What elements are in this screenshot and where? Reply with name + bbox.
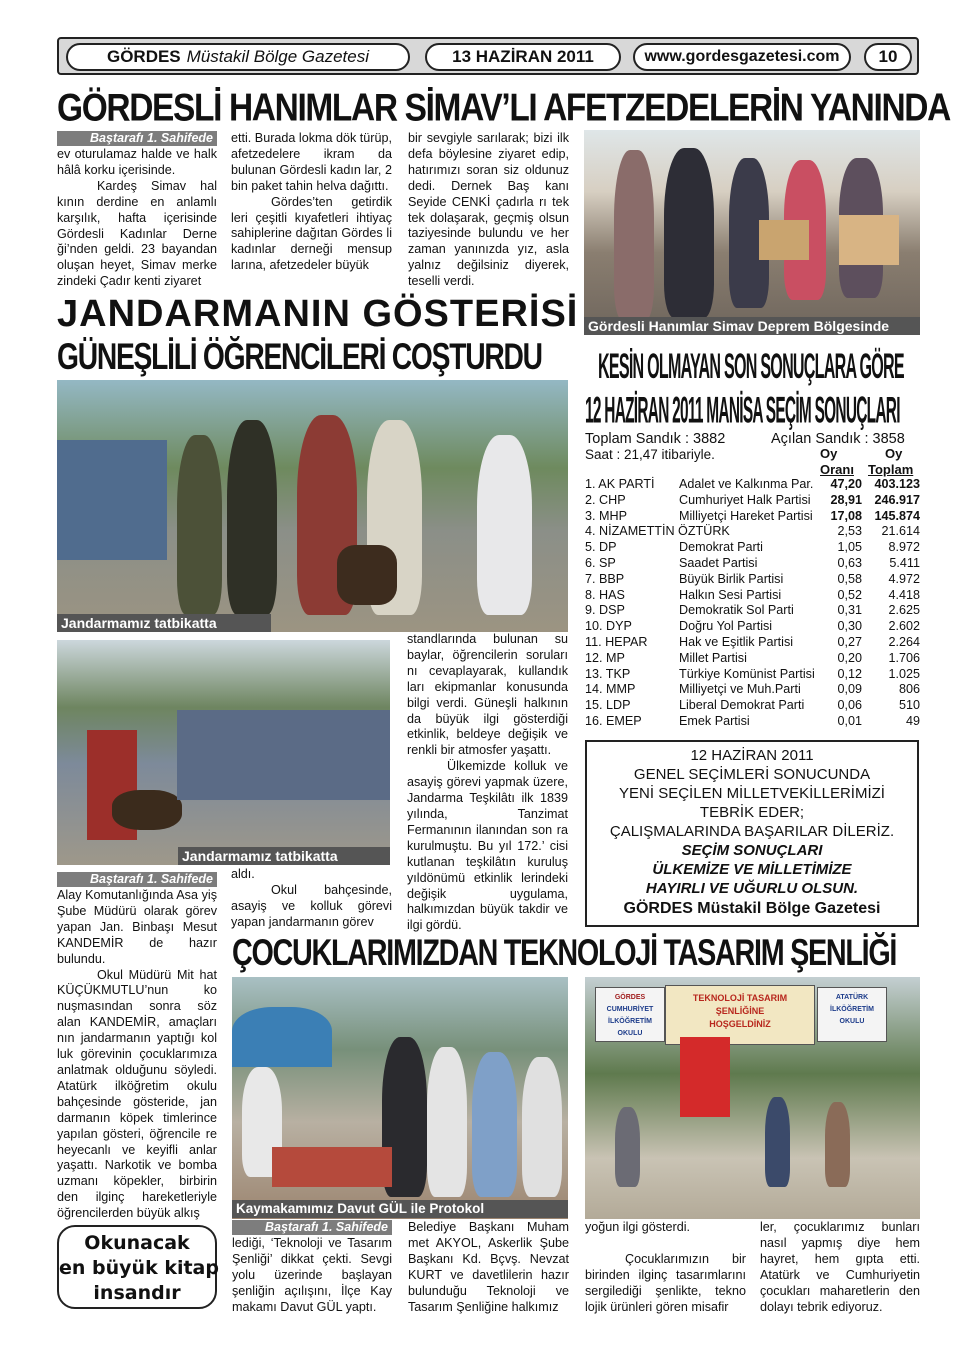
results-party-code: 8. HAS: [585, 587, 625, 602]
results-col-total-2: Toplam: [868, 462, 914, 477]
story2-col-left: [57, 872, 217, 1222]
results-row: [585, 682, 920, 698]
results-row: [585, 477, 920, 493]
results-row: [585, 635, 920, 651]
results-row: [585, 524, 920, 540]
results-vote-total: 49: [905, 714, 920, 728]
results-party-name: Liberal Demokrat Parti: [679, 698, 805, 713]
results-opened: Açılan Sandık : 3858: [771, 431, 905, 447]
congrats-line8: HAYIRLI VE UĞURLU OLSUN.: [645, 880, 859, 897]
quote-line1: Okunacak: [84, 1232, 190, 1254]
story2-col-right: [407, 632, 568, 934]
results-row: [585, 603, 920, 619]
story1-col2: [231, 131, 392, 274]
results-party-code: 2. CHP: [585, 492, 626, 507]
results-headline2: 12 HAZİRAN 2011 MANİSA SEÇİM SONUÇLARI: [585, 389, 900, 431]
story1-col2-text: etti. Burada lokma dök türüp, afetzedelere ikram da bulunan Gördesli kadın lar, 2 bin paket tahin helva dağıttı.: [231, 131, 393, 193]
results-party-name: Emek Partisi: [679, 714, 750, 728]
results-row: [585, 572, 920, 588]
results-party-name: Demokrat Parti: [679, 540, 763, 555]
story3-col1-text: lediği, ‘Teknoloji ve Tasarım Şenliği’ dikkat çekti. Sevgi yolu üzerinde başlayan şenliğin açılışını, İlçe Kay makamı Davut GÜL yaptı.: [232, 1236, 392, 1314]
masthead-paper-name: [66, 43, 410, 71]
story2-headline2: GÜNEŞLİLİ ÖĞRENCİLERİ COŞTURDU: [57, 336, 542, 378]
story3-kicker: Baştarafı 1. Sahifede: [232, 1220, 392, 1235]
results-party-name: Demokratik Sol Parti: [679, 603, 794, 618]
results-party-name: Saadet Partisi: [679, 556, 758, 570]
story3-headline: ÇOCUKLARIMIZDAN TEKNOLOJİ TASARIM ŞENLİĞİ: [232, 932, 897, 974]
story2-headline1: JANDARMANIN GÖSTERİSİ: [57, 293, 579, 335]
results-row: [585, 540, 920, 556]
masthead-website[interactable]: www.gordesgazetesi.com: [633, 43, 851, 71]
results-vote-rate: 28,91: [830, 492, 862, 507]
results-party-name: Millet Partisi: [679, 650, 747, 665]
story2-col-right-text: standlarında bulunan su baylar, öğrencilerin soruları nı cevaplayarak, kullandık ları ekipmanlar konusunda bilgi verdi. Güneşli halkının da büyük ilgi gösterdiği etkinlik, beldeye değişik ve renkli bir atmosfer yaşattı.: [407, 632, 568, 758]
quote-line2: en büyük kitap: [59, 1257, 219, 1279]
story2-photo2-caption: Jandarmamız tatbikatta: [178, 847, 390, 865]
story2-col-left-text: Alay Komutanlığında Asa yiş Şube Müdürü olarak görev yapan Jan. Binbaşı Mesut KANDEMİR de hazır bulundu.: [57, 888, 217, 966]
results-total: Toplam Sandık : 3882: [585, 431, 726, 447]
story3-photo2: [585, 977, 920, 1219]
results-row: [585, 556, 920, 572]
results-headline1: KESİN OLMAYAN SON SONUÇLARA GÖRE: [598, 346, 904, 386]
congrats-line1: 12 HAZİRAN 2011: [690, 747, 814, 764]
results-party-code: 4. NİZAMETTİN ÖZTÜRK: [585, 524, 730, 539]
results-vote-rate: 47,20: [830, 477, 862, 491]
results-vote-total: 4.418: [888, 587, 920, 602]
results-party-name: Cumhuriyet Halk Partisi: [679, 492, 811, 507]
story1-headline: GÖRDESLİ HANIMLAR SİMAV’LI AFETZEDELERİN YANINDA: [57, 86, 950, 130]
results-vote-rate: 0,20: [837, 650, 862, 665]
results-vote-rate: 0,58: [837, 571, 862, 586]
story3-col4-text: ler, çocuklarımız bunları nasıl yapmış diye hem hayret, hem gıpta etti. Atatürk ve Cumhuriyetin çocukları maharetlerin den dolayı tebrik ediyoruz.: [760, 1220, 920, 1314]
results-row: [585, 698, 920, 714]
turkish-flag-icon: [680, 1037, 730, 1117]
masthead-paper-name-bold: GÖRDES: [106, 47, 181, 66]
results-vote-total: 145.874: [874, 508, 920, 523]
congrats-line5: ÇALIŞMALARINDA BAŞARILAR DİLERİZ.: [609, 823, 895, 840]
congrats-line7: ÜLKEMİZE VE MİLLETİMİZE: [652, 861, 852, 878]
story2-col-left-text-b: Okul Müdürü Mit hat KÜÇÜKMUTLU’nun ko nuşmasından sonra söz alan KANDEMİR, amaçları nın jandarmanın yaptığı kol luk görevinin çocuklarımıza anlatmak olduğunu söyledi. Atatürk ilköğretim okulu bahçesinde gösteride, jan darmanın köpek timlerince yapılan gösteri, öğrencile re heyecanlı ve keyifli anlar yaşattı. Narkotik ve bomba uzmanı köpekler, birbirin den ilginç hareketleriyle öğrencilerden büyük alkış: [57, 967, 217, 1221]
story1-col1-text: ev oturulamaz halde ve halk hâlâ korku içerisinde.: [57, 147, 217, 177]
story1-col3-text: bir sevgiyle sarılarak; bizi ilk defa böylesine ziyaret edip, hatırımızı soran siz oldunuz dedi. Dernek Baş kanı Seyide CENKİ çadırla rı tek tek dolaşarak, geçmiş olsun taziyesinde bulundu ve her zaman yanınızda yız, asla yalnız değilsiniz diyerek, teselli verdi.: [408, 131, 569, 289]
results-row: [585, 509, 920, 525]
results-party-code: 11. HEPAR: [585, 635, 648, 649]
results-vote-total: 1.025: [888, 666, 920, 681]
congrats-line2: GENEL SEÇİMLERİ SONUCUNDA: [633, 766, 871, 783]
story2-col-mid-text: aldı.: [231, 867, 255, 881]
story3-sign-right2: İLKÖĞRETİM: [830, 1006, 874, 1013]
story1-col3: [408, 131, 569, 290]
results-row: [585, 667, 920, 683]
results-row: [585, 588, 920, 604]
results-vote-total: 8.972: [888, 540, 920, 555]
results-vote-rate: 17,08: [830, 508, 862, 523]
results-party-name: Büyük Birlik Partisi: [679, 571, 784, 586]
results-party-code: 13. TKP: [585, 666, 631, 681]
congrats-line9: GÖRDES Müstakil Bölge Gazetesi: [623, 900, 881, 917]
results-vote-total: 403.123: [874, 477, 920, 491]
results-vote-rate: 0,01: [837, 714, 862, 728]
results-col-rate-2: Oranı: [820, 462, 854, 477]
results-vote-rate: 0,31: [837, 603, 862, 618]
story3-sign-left2: CUMHURİYET: [606, 1006, 654, 1013]
results-time: Saat : 21,47 itibariyle.: [585, 447, 715, 462]
results-party-code: 16. EMEP: [585, 714, 642, 728]
story3-col2: [408, 1220, 569, 1315]
story1-col1: [57, 131, 217, 290]
congrats-line6: SEÇİM SONUÇLARI: [681, 842, 823, 859]
results-vote-rate: 0,63: [837, 556, 862, 570]
results-vote-total: 806: [898, 682, 920, 697]
results-row: [585, 619, 920, 635]
results-vote-total: 510: [898, 698, 920, 713]
results-vote-rate: 1,05: [837, 540, 862, 555]
story3-banner-text1: TEKNOLOJİ TASARIM: [692, 993, 788, 1003]
story2-col-mid-text-b: Okul bahçesinde, asayiş ve kolluk görevi yapan jandarmanın görev: [231, 882, 392, 929]
results-party-name: Milliyetçi Hareket Partisi: [679, 508, 813, 523]
results-party-code: 14. MMP: [585, 682, 636, 697]
story3-col3-text: yoğun ilgi gösterdi.: [585, 1220, 691, 1234]
results-row: [585, 651, 920, 667]
results-vote-rate: 0,12: [837, 666, 862, 681]
results-party-code: 3. MHP: [585, 508, 627, 523]
results-party-name: Adalet ve Kalkınma Par.: [679, 477, 814, 491]
results-vote-total: 2.264: [888, 635, 920, 649]
story2-photo1: [57, 380, 568, 632]
congrats-line4: TEBRİK EDER;: [699, 804, 805, 821]
results-party-code: 9. DSP: [585, 603, 625, 618]
masthead-paper-name-rest: Müstakil Bölge Gazetesi: [186, 47, 370, 66]
results-party-code: 10. DYP: [585, 619, 632, 634]
results-row: [585, 714, 920, 730]
story2-photo1-caption: Jandarmamız tatbikatta: [57, 614, 271, 632]
story3-sign-left3: İLKÖĞRETİM OKULU: [608, 1018, 652, 1037]
story3-banner-text3: HOŞGELDİNİZ: [709, 1019, 771, 1029]
results-vote-total: 4.972: [888, 571, 920, 586]
results-party-name: Doğru Yol Partisi: [679, 619, 773, 634]
results-row: [585, 493, 920, 509]
results-col-rate-1: Oy: [820, 446, 838, 461]
results-party-name: Türkiye Komünist Partisi: [679, 666, 815, 681]
story1-photo-caption: Gördesli Hanımlar Simav Deprem Bölgesinde: [584, 317, 920, 335]
story1-col2-text-b: Gördes’ten getirdik leri çeşitli kıyafetleri ihtiyaç sahiplerine dağıtan Gördes li kadınlar derneği mensup larına, afetzedeler büyük: [231, 194, 392, 273]
story3-banner-text2: ŞENLİĞİNE: [715, 1006, 765, 1016]
story3-col3-text-b: Çocuklarımızın bir birinden ilginç tasarımlarını sergilediği şenlikte, tekno lojik ürünleri gören misafir: [585, 1251, 746, 1314]
results-vote-total: 246.917: [874, 492, 920, 507]
story3-sign-right1: ATATÜRK: [835, 994, 869, 1001]
results-col-total-1: Oy: [885, 446, 903, 461]
story3-photo1-caption: Kaymakamımız Davut GÜL ile Protokol: [232, 1200, 568, 1218]
quote-line3: insandır: [93, 1282, 181, 1304]
story2-photo2: [57, 640, 390, 865]
story2-col-mid: [231, 867, 392, 931]
results-vote-rate: 0,27: [837, 635, 862, 649]
story3-col2-text: Belediye Başkanı Muham met AKYOL, Askerlik Şube Başkanı Kd. Bçvş. Nevzat KURT ve davetlilerin hazır bulunduğu Teknoloji ve Tasarım Şenliğine halkımız: [408, 1220, 569, 1314]
story2-kicker: Baştarafı 1. Sahifede: [57, 872, 217, 887]
results-vote-rate: 0,06: [837, 698, 862, 713]
results-party-code: 1. AK PARTİ: [585, 477, 655, 491]
results-vote-total: 5.411: [889, 556, 920, 570]
results-vote-total: 2.625: [888, 603, 920, 618]
masthead-date: 13 HAZİRAN 2011: [425, 43, 621, 71]
congrats-box: [585, 740, 919, 927]
results-vote-rate: 0,09: [837, 682, 862, 697]
results-party-code: 15. LDP: [585, 698, 631, 713]
story3-sign-left1: GÖRDES: [614, 994, 646, 1001]
story3-sign-right3: OKULU: [839, 1018, 865, 1025]
congrats-line3: YENİ SEÇİLEN MİLLETVEKİLLERİMİZİ: [619, 785, 885, 802]
story3-col1: [232, 1220, 392, 1316]
results-vote-total: 1.706: [888, 650, 920, 665]
quote-box: [57, 1225, 217, 1309]
results-vote-rate: 0,30: [837, 619, 862, 634]
story1-photo: [584, 130, 920, 335]
story1-kicker: Baştarafı 1. Sahifede: [57, 131, 217, 146]
page-number: 10: [864, 43, 912, 71]
results-party-code: 12. MP: [585, 650, 625, 665]
story3-photo1: [232, 977, 568, 1219]
results-party-name: Halkın Sesi Partisi: [679, 587, 782, 602]
results-party-name: Hak ve Eşitlik Partisi: [679, 635, 794, 649]
story3-col4: [760, 1220, 920, 1315]
results-vote-total: 21.614: [881, 524, 920, 539]
story3-col3: [585, 1220, 746, 1316]
results-vote-total: 2.602: [888, 619, 920, 634]
results-party-code: 5. DP: [585, 540, 617, 555]
results-party-code: 7. BBP: [585, 571, 625, 586]
results-party-code: 6. SP: [585, 556, 616, 570]
results-vote-rate: 0,52: [837, 587, 862, 602]
results-vote-rate: 2,53: [837, 524, 862, 539]
story2-col-right-text-b: Ülkemizde kolluk ve asayiş görevi yapmak üzere, Jandarma Teşkilâtı ilk 1839 yılında, Tanzimat Fermanının ilanından son ra kurulmuştu. Bu yıl 172.’ cisi kutlanan teşkilâtın kuruluş yıldönümü etkinlik lerindeki değişik uygulama, halkımızdan büyük takdir ve ilgi gördü.: [407, 759, 568, 933]
story1-col1-text-b: Kardeş Simav hal kının derdine en anlamlı karşılık, hafta içerisinde Gördesli Kadınlar Derne ği’nden geldi. 23 bayandan oluşan heyet, Simav merke zindeki Çadır kenti ziyaret: [57, 178, 217, 289]
results-party-name: Milliyetçi ve Muh.Parti: [679, 682, 801, 697]
